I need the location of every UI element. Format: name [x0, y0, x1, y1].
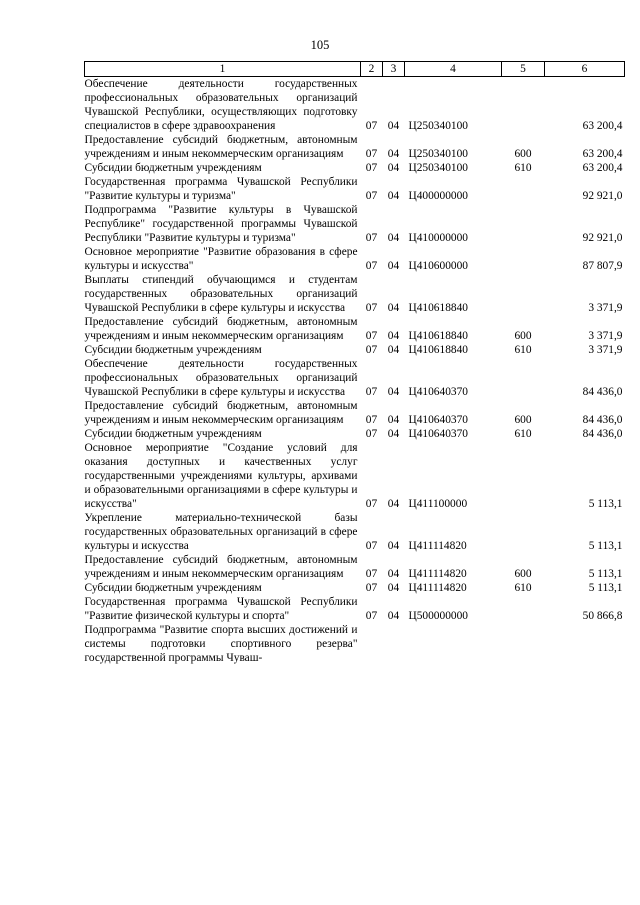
row-subsection: 04	[387, 190, 400, 202]
row-subsection: 04	[387, 120, 400, 132]
table-row	[85, 161, 625, 175]
row-section: 07	[365, 148, 378, 160]
row-target-article: Ц410618840	[408, 344, 468, 356]
row-target-article: Ц410618840	[408, 302, 468, 314]
table-row	[85, 245, 625, 273]
row-section: 07	[365, 260, 378, 272]
row-name: Обеспечение деятельности государственных профессиональных образовательных организаций Чувашской Республики в сфере культуры и искусства	[84, 358, 358, 398]
row-target-article: Ц410618840	[408, 330, 468, 342]
header-col-sum: 6	[545, 62, 625, 77]
row-section: 07	[365, 582, 378, 594]
table-header	[85, 62, 625, 77]
row-section: 07	[365, 302, 378, 314]
row-section: 07	[365, 344, 378, 356]
row-name: Обеспечение деятельности государственных профессиональных образовательных организаций Чувашской Республики, осуществляющих подготовку специалистов в сфере здравоохранения	[84, 78, 358, 132]
table-row	[85, 427, 625, 441]
row-amount: 92 921,0	[582, 190, 623, 202]
row-name: Субсидии бюджетным учреждениям	[84, 162, 262, 174]
row-subsection: 04	[387, 330, 400, 342]
row-name: Укрепление материально-технической базы государственных образовательных организаций в сфере культуры и искусства	[84, 512, 358, 552]
row-target-article: Ц411114820	[408, 568, 467, 580]
row-subsection	[383, 623, 405, 665]
row-section: 07	[365, 330, 378, 342]
row-amount: 5 113,1	[588, 540, 623, 552]
header-row	[85, 62, 625, 77]
row-target-article: Ц500000000	[408, 610, 468, 622]
row-amount: 84 436,0	[582, 414, 623, 426]
row-section: 07	[365, 610, 378, 622]
row-subsection: 04	[387, 232, 400, 244]
row-name: Субсидии бюджетным учреждениям	[84, 582, 262, 594]
row-target-article: Ц410640370	[408, 386, 468, 398]
row-subsection: 04	[387, 428, 400, 440]
row-name: Государственная программа Чувашской Республики "Развитие физической культуры и спорта"	[84, 596, 358, 622]
row-target-article: Ц410600000	[408, 260, 468, 272]
row-target-article: Ц410000000	[408, 232, 468, 244]
row-expense-type: 600	[514, 330, 532, 342]
row-name: Выплаты стипендий обучающимся и студентам государственных образовательных организаций Чувашской Республики в сфере культуры и искусства	[84, 274, 358, 314]
row-target-article: Ц250340100	[408, 162, 468, 174]
header-col-rz: 2	[361, 62, 383, 77]
row-expense-type: 610	[514, 162, 532, 174]
row-expense-type	[502, 77, 545, 134]
table-row	[85, 399, 625, 427]
row-amount: 5 113,1	[588, 582, 623, 594]
row-expense-type	[502, 623, 545, 665]
row-expense-type	[502, 175, 545, 203]
row-amount: 3 371,9	[588, 344, 623, 356]
table-row	[85, 581, 625, 595]
row-section: 07	[365, 162, 378, 174]
row-section: 07	[365, 498, 378, 510]
page-number: 105	[310, 38, 330, 52]
row-name: Предоставление субсидий бюджетным, автономным учреждениям и иным некоммерческим организациям	[84, 554, 358, 580]
row-name: Предоставление субсидий бюджетным, автономным учреждениям и иным некоммерческим организациям	[84, 400, 358, 426]
row-amount: 84 436,0	[582, 428, 623, 440]
row-target-article: Ц410640370	[408, 414, 468, 426]
row-subsection: 04	[387, 582, 400, 594]
row-expense-type: 600	[514, 148, 532, 160]
table-row	[85, 511, 625, 553]
row-subsection: 04	[387, 260, 400, 272]
header-col-csr: 4	[405, 62, 502, 77]
row-section: 07	[365, 414, 378, 426]
row-name: Подпрограмма "Развитие культуры в Чувашской Республике" государственной программы Чувашской Республики "Развитие культуры и туризма"	[84, 204, 358, 244]
row-target-article: Ц411114820	[408, 582, 467, 594]
table-row	[85, 595, 625, 623]
row-target-article	[405, 623, 502, 665]
row-section: 07	[365, 190, 378, 202]
row-expense-type: 600	[514, 568, 532, 580]
row-amount: 87 807,9	[582, 260, 623, 272]
row-amount: 63 200,4	[582, 162, 623, 174]
table-row	[85, 273, 625, 315]
row-name: Предоставление субсидий бюджетным, автономным учреждениям и иным некоммерческим организациям	[84, 316, 358, 342]
row-subsection: 04	[387, 386, 400, 398]
row-expense-type	[502, 245, 545, 273]
row-name: Основное мероприятие "Развитие образования в сфере культуры и искусства"	[84, 246, 358, 272]
row-name: Подпрограмма "Развитие спорта высших достижений и системы подготовки спортивного резерва" государственной программы Чуваш-	[84, 624, 358, 664]
row-expense-type	[502, 357, 545, 399]
row-target-article: Ц411114820	[408, 540, 467, 552]
row-section: 07	[365, 232, 378, 244]
row-expense-type: 610	[514, 428, 532, 440]
row-name: Государственная программа Чувашской Республики "Развитие культуры и туризма"	[84, 176, 358, 202]
row-expense-type: 610	[514, 344, 532, 356]
row-target-article: Ц411100000	[408, 498, 468, 510]
row-amount: 92 921,0	[582, 232, 623, 244]
row-subsection: 04	[387, 162, 400, 174]
row-section: 07	[365, 540, 378, 552]
row-section: 07	[365, 568, 378, 580]
row-subsection: 04	[387, 540, 400, 552]
row-amount: 3 371,9	[588, 302, 623, 314]
row-name: Субсидии бюджетным учреждениям	[84, 344, 262, 356]
table-row	[85, 133, 625, 161]
row-expense-type	[502, 273, 545, 315]
table-row	[85, 343, 625, 357]
row-section: 07	[365, 120, 378, 132]
budget-table	[84, 61, 625, 665]
row-target-article: Ц250340100	[408, 148, 468, 160]
row-amount: 63 200,4	[582, 148, 623, 160]
table-row	[85, 315, 625, 343]
row-subsection: 04	[387, 148, 400, 160]
row-amount: 3 371,9	[588, 330, 623, 342]
table-row	[85, 175, 625, 203]
row-target-article: Ц250340100	[408, 120, 468, 132]
table-row	[85, 203, 625, 245]
header-col-vr: 5	[502, 62, 545, 77]
header-col-name: 1	[85, 62, 361, 77]
table-body	[85, 77, 625, 666]
row-section	[361, 623, 383, 665]
row-target-article: Ц410640370	[408, 428, 468, 440]
row-amount: 63 200,4	[582, 120, 623, 132]
row-section: 07	[365, 386, 378, 398]
row-amount: 5 113,1	[588, 498, 623, 510]
row-name: Субсидии бюджетным учреждениям	[84, 428, 262, 440]
row-expense-type	[502, 595, 545, 623]
row-amount: 5 113,1	[588, 568, 623, 580]
row-amount: 50 866,8	[582, 610, 623, 622]
header-col-prz: 3	[383, 62, 405, 77]
row-target-article: Ц400000000	[408, 190, 468, 202]
table-row	[85, 553, 625, 581]
row-subsection: 04	[387, 344, 400, 356]
table-row	[85, 357, 625, 399]
row-expense-type	[502, 441, 545, 511]
row-name: Предоставление субсидий бюджетным, автономным учреждениям и иным некоммерческим организациям	[84, 134, 358, 160]
row-amount: 84 436,0	[582, 386, 623, 398]
row-subsection: 04	[387, 498, 400, 510]
row-amount	[545, 623, 625, 665]
row-subsection: 04	[387, 414, 400, 426]
row-expense-type	[502, 203, 545, 245]
row-expense-type: 610	[514, 582, 532, 594]
row-subsection: 04	[387, 302, 400, 314]
row-name: Основное мероприятие "Создание условий для оказания доступных и качественных услуг государственными учреждениями культуры, архивами и образовательными организациями в сфере культуры и искусства"	[84, 442, 358, 510]
table-row	[85, 77, 625, 134]
table-row	[85, 441, 625, 511]
row-subsection: 04	[387, 610, 400, 622]
row-expense-type: 600	[514, 414, 532, 426]
row-expense-type	[502, 511, 545, 553]
table-row	[85, 623, 625, 665]
row-subsection: 04	[387, 568, 400, 580]
row-section: 07	[365, 428, 378, 440]
